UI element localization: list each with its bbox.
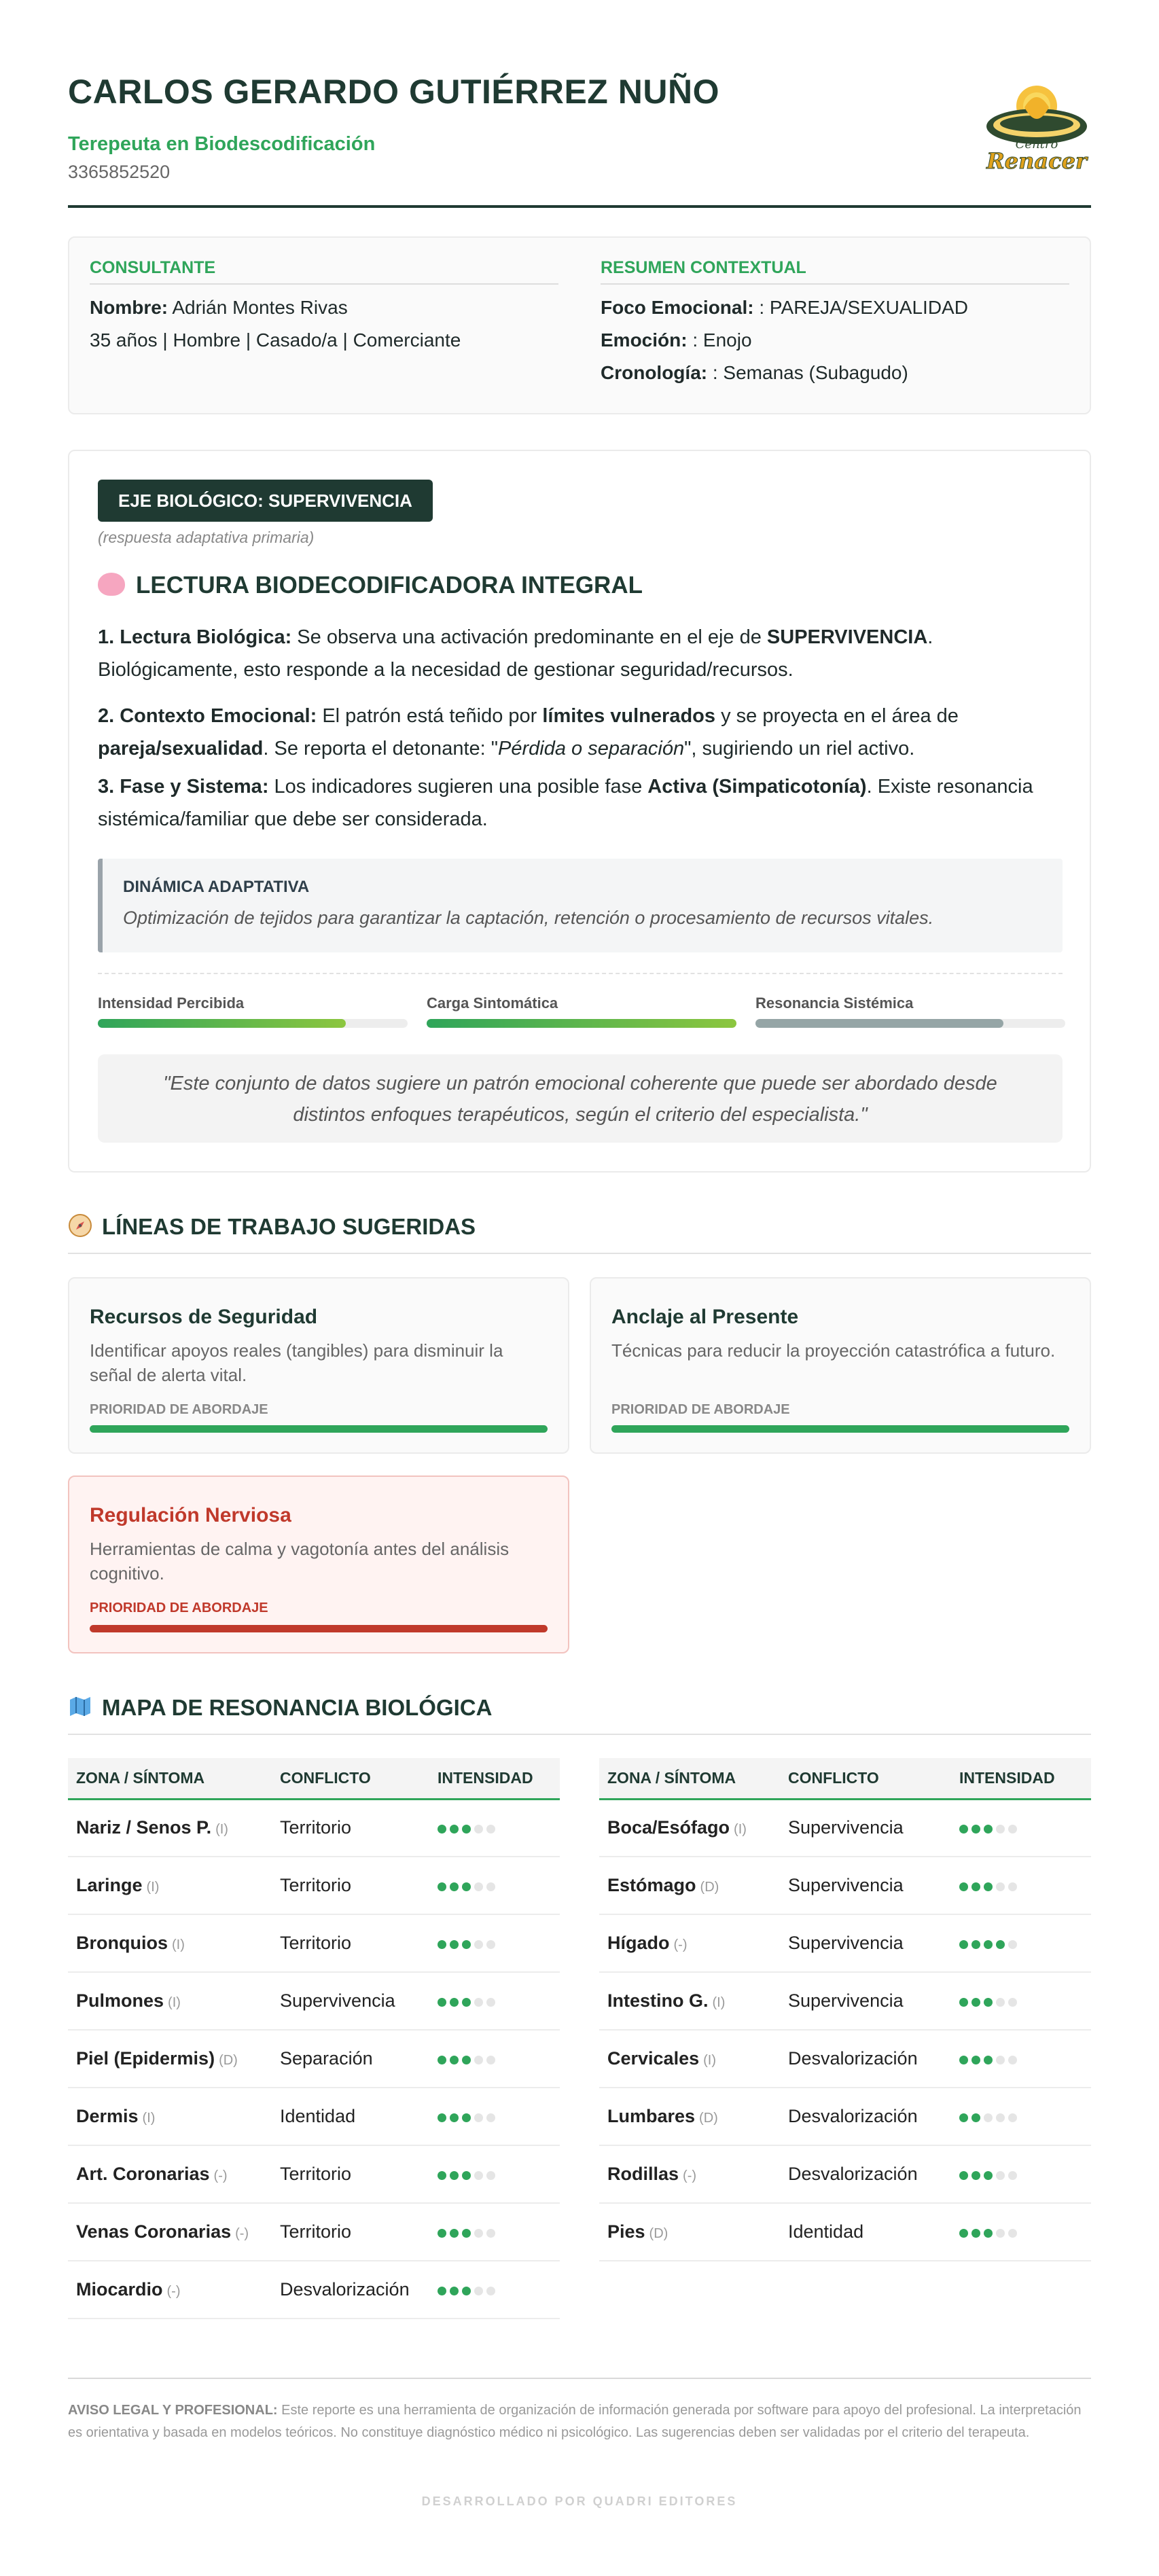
zone-name: Pies: [607, 2221, 645, 2242]
zone-side: (I): [215, 1822, 228, 1838]
intensity-dot: [984, 1940, 993, 1949]
intensity-cell: [951, 1857, 1091, 1914]
biological-axis-badge: EJE BIOLÓGICO: SUPERVIVENCIA: [98, 480, 433, 522]
meter-label: Intensidad Percibida: [98, 995, 245, 1012]
zone-side: (I): [703, 2053, 716, 2068]
p1-text-a: Se observa una activación predominante en el eje de: [291, 626, 767, 648]
p1-label: 1. Lectura Biológica:: [98, 626, 292, 648]
work-line-card: [68, 1277, 569, 1454]
zone-name: Estómago: [607, 1875, 696, 1895]
intensity-cell: [429, 2261, 560, 2319]
intensity-dot: [1008, 2229, 1017, 2238]
zone-name: Nariz / Senos P.: [76, 1817, 212, 1838]
p2-bold-1: límites vulnerados: [542, 705, 716, 727]
resonance-map-title: MAPA DE RESONANCIA BIOLÓGICA: [102, 1695, 493, 1720]
logo-text-top: Centro: [1015, 137, 1058, 151]
resonance-map-heading: [68, 1694, 1091, 1735]
intensity-dot: [438, 2171, 446, 2180]
zone-side: (-): [166, 2284, 181, 2299]
intensity-dot: [450, 2113, 459, 2122]
consultant-details: 35 años | Hombre | Casado/a | Comerciante: [90, 329, 461, 351]
chrono-row: [601, 357, 1069, 389]
intensity-dot: [450, 2171, 459, 2180]
zone-name: Venas Coronarias: [76, 2221, 232, 2242]
meter-systemic-resonance: [755, 995, 1065, 1028]
intensity-dot: [474, 2287, 483, 2295]
table-row: [599, 1799, 1091, 1857]
intensity-dot: [486, 1882, 495, 1891]
meter-symptom-load: [427, 995, 736, 1028]
therapist-role: Terepeuta en Biodescodificación: [68, 133, 376, 155]
p2-italic: Pérdida o separación: [498, 738, 685, 759]
intensity-dot: [959, 2171, 968, 2180]
intensity-dot: [959, 1998, 968, 2007]
intensity-dot: [984, 2056, 993, 2064]
zone-cell: [68, 2203, 272, 2261]
focus-value: : PAREJA/SEXUALIDAD: [753, 297, 968, 318]
intensity-dot: [971, 1940, 980, 1949]
consultant-heading: CONSULTANTE: [90, 258, 558, 285]
intensity-dot: [1008, 1940, 1017, 1949]
zone-name: Intestino G.: [607, 1990, 709, 2011]
intensity-dot: [959, 1882, 968, 1891]
col-zone: ZONA / SÍNTOMA: [599, 1758, 780, 1799]
chrono-label: Cronología:: [601, 362, 708, 383]
p2-bold-2: pareja/sexualidad: [98, 738, 264, 759]
zone-cell: [599, 2030, 780, 2088]
p1-bold: SUPERVIVENCIA: [766, 626, 928, 648]
col-intensity: INTENSIDAD: [951, 1758, 1091, 1799]
intensity-dot: [996, 2113, 1005, 2122]
zone-side: (D): [700, 1880, 719, 1895]
zone-cell: [599, 2088, 780, 2145]
intensity-dot: [450, 1882, 459, 1891]
name-value: Adrián Montes Rivas: [168, 297, 348, 318]
table-row: [68, 1799, 560, 1857]
intensity-dot: [996, 1825, 1005, 1833]
intensity-dot: [959, 2113, 968, 2122]
table-row: [68, 2261, 560, 2319]
compass-icon: [68, 1213, 92, 1238]
conflict-cell: Identidad: [272, 2088, 429, 2145]
therapist-phone: 3365852520: [68, 162, 171, 182]
zone-name: Boca/Esófago: [607, 1817, 730, 1838]
p2-text-d: ", sugiriendo un riel activo.: [684, 738, 915, 759]
meter-perceived-intensity: [98, 995, 408, 1028]
table-row: [68, 2030, 560, 2088]
conflict-cell: Supervivencia: [780, 1799, 951, 1857]
work-line-card: [590, 1277, 1091, 1454]
meter-fill: [755, 1019, 1003, 1028]
conflict-cell: Supervivencia: [780, 1914, 951, 1972]
intensity-dot: [474, 1940, 483, 1949]
p2-text-b: y se proyecta en el área de: [715, 705, 959, 727]
intensity-dot: [438, 2287, 446, 2295]
p2-label: 2. Contexto Emocional:: [98, 705, 317, 727]
priority-bar: [90, 1425, 548, 1433]
zone-side: (I): [734, 1822, 747, 1838]
work-line-title: Regulación Nerviosa: [90, 1504, 291, 1526]
conflict-cell: Territorio: [272, 1799, 429, 1857]
zone-name: Bronquios: [76, 1933, 168, 1953]
intensity-dot: [450, 1940, 459, 1949]
zone-name: Cervicales: [607, 2048, 700, 2069]
intensity-dot: [959, 2056, 968, 2064]
table-row: [68, 2203, 560, 2261]
zone-name: Pulmones: [76, 1990, 164, 2011]
name-label: Nombre:: [90, 297, 168, 318]
legal-label: AVISO LEGAL Y PROFESIONAL:: [68, 2403, 278, 2418]
table-row: [599, 2030, 1091, 2088]
intensity-dot: [438, 2056, 446, 2064]
intensity-dot: [462, 2229, 471, 2238]
map-icon: [68, 1694, 92, 1719]
emotion-value: : Enojo: [687, 329, 752, 351]
intensity-cell: [951, 2030, 1091, 2088]
zone-cell: [68, 1914, 272, 1972]
meter-label: Resonancia Sistémica: [755, 995, 914, 1012]
zone-side: (-): [235, 2226, 249, 2241]
legal-notice: [68, 2378, 1091, 2444]
meter-track: [98, 1019, 408, 1028]
intensity-dot: [971, 2229, 980, 2238]
zone-side: (D): [219, 2053, 238, 2068]
intensity-cell: [429, 2145, 560, 2203]
zone-name: Piel (Epidermis): [76, 2048, 215, 2069]
intensity-dot: [984, 2171, 993, 2180]
intensity-cell: [429, 1972, 560, 2030]
priority-bar: [611, 1425, 1069, 1433]
zone-cell: [68, 1799, 272, 1857]
consultant-card: [68, 236, 1091, 414]
p2-text-c: . Se reporta el detonante: ": [263, 738, 499, 759]
zone-side: (-): [213, 2168, 228, 2183]
zone-name: Rodillas: [607, 2164, 679, 2184]
intensity-dot: [971, 2113, 980, 2122]
adaptive-dynamic-title: DINÁMICA ADAPTATIVA: [123, 878, 310, 896]
p3-bold: Activa (Simpaticotonía): [647, 776, 867, 798]
work-lines-heading: [68, 1213, 1091, 1254]
table-row: [599, 1857, 1091, 1914]
intensity-dot: [1008, 2056, 1017, 2064]
intensity-cell: [429, 2203, 560, 2261]
intensity-dot: [450, 2229, 459, 2238]
zone-cell: [599, 2145, 780, 2203]
intensity-cell: [951, 1799, 1091, 1857]
intensity-dot: [996, 2056, 1005, 2064]
intensity-dot: [1008, 1882, 1017, 1891]
intensity-cell: [951, 1914, 1091, 1972]
intensity-dot: [996, 1998, 1005, 2007]
table-row: [599, 2088, 1091, 2145]
divider: [98, 973, 1063, 974]
intensity-cell: [951, 2145, 1091, 2203]
zone-side: (I): [172, 1937, 185, 1952]
col-intensity: INTENSIDAD: [429, 1758, 560, 1799]
intensity-dot: [462, 1998, 471, 2007]
zone-name: Miocardio: [76, 2279, 163, 2300]
intensity-cell: [951, 1972, 1091, 2030]
conflict-cell: Desvalorización: [780, 2030, 951, 2088]
resonance-table-right: [599, 1758, 1091, 2261]
work-lines-title: LÍNEAS DE TRABAJO SUGERIDAS: [102, 1214, 476, 1239]
emotion-row: [601, 324, 1069, 357]
conflict-cell: Separación: [272, 2030, 429, 2088]
table-header-row: [68, 1758, 560, 1799]
meter-fill: [98, 1019, 346, 1028]
table-header-row: [599, 1758, 1091, 1799]
conflict-cell: Identidad: [780, 2203, 951, 2261]
intensity-dot: [486, 2113, 495, 2122]
zone-name: Hígado: [607, 1933, 670, 1953]
reading-title-text: LECTURA BIODECODIFICADORA INTEGRAL: [136, 572, 643, 598]
conflict-cell: Territorio: [272, 1914, 429, 1972]
intensity-dot: [1008, 2113, 1017, 2122]
intensity-dot: [984, 2229, 993, 2238]
intensity-dot: [438, 1825, 446, 1833]
work-line-desc: Técnicas para reducir la proyección catastrófica a futuro.: [611, 1340, 1056, 1361]
biological-reading-paragraph: [98, 621, 1063, 686]
intensity-cell: [429, 2088, 560, 2145]
developer-credit: DESARROLLADO POR QUADRI EDITORES: [421, 2494, 738, 2508]
zone-cell: [68, 2088, 272, 2145]
priority-label: PRIORIDAD DE ABORDAJE: [611, 1402, 790, 1417]
conflict-cell: Desvalorización: [780, 2088, 951, 2145]
intensity-dot: [486, 1825, 495, 1833]
intensity-dot: [971, 2171, 980, 2180]
intensity-dot: [971, 2056, 980, 2064]
work-line-title: Anclaje al Presente: [611, 1306, 799, 1328]
intensity-dot: [984, 1998, 993, 2007]
zone-name: Art. Coronarias: [76, 2164, 210, 2184]
conflict-cell: Supervivencia: [272, 1972, 429, 2030]
intensity-dot: [486, 1998, 495, 2007]
adaptive-dynamic-text: Optimización de tejidos para garantizar la captación, retención o procesamiento de recursos vitales.: [123, 908, 934, 928]
brain-icon: [98, 573, 125, 596]
meter-label: Carga Sintomática: [427, 995, 558, 1012]
report-header: [68, 0, 1091, 208]
intensity-dot: [438, 1940, 446, 1949]
intensity-dot: [1008, 1998, 1017, 2007]
p3-text-b: . Existe resonancia sistémica/familiar que debe ser considerada.: [98, 776, 1033, 830]
zone-name: Dermis: [76, 2106, 139, 2126]
zone-cell: [599, 1914, 780, 1972]
disclaimer-quote: "Este conjunto de datos sugiere un patrón emocional coherente que puede ser abordado desde distintos enfoques terapéuticos, según el criterio del especialista.": [98, 1054, 1063, 1143]
intensity-dot: [959, 1940, 968, 1949]
zone-cell: [68, 2261, 272, 2319]
zone-name: Laringe: [76, 1875, 143, 1895]
analysis-card: [68, 450, 1091, 1173]
zone-cell: [68, 2030, 272, 2088]
conflict-cell: Desvalorización: [272, 2261, 429, 2319]
zone-cell: [68, 1972, 272, 2030]
table-row: [68, 1857, 560, 1914]
focus-row: [601, 291, 1069, 324]
p3-label: 3. Fase y Sistema:: [98, 776, 269, 798]
intensity-dot: [462, 1825, 471, 1833]
intensity-dot: [438, 2229, 446, 2238]
meter-track: [755, 1019, 1065, 1028]
intensity-dot: [450, 1998, 459, 2007]
focus-label: Foco Emocional:: [601, 297, 754, 318]
table-row: [599, 2145, 1091, 2203]
emotion-label: Emoción:: [601, 329, 688, 351]
intensity-dot: [486, 2287, 495, 2295]
intensity-dot: [996, 2229, 1005, 2238]
intensity-dot: [959, 2229, 968, 2238]
intensity-dot: [486, 2229, 495, 2238]
resonance-table-left: [68, 1758, 560, 2319]
intensity-cell: [429, 1799, 560, 1857]
table-row: [68, 1972, 560, 2030]
conflict-cell: Territorio: [272, 1857, 429, 1914]
intensity-dot: [486, 2171, 495, 2180]
intensity-dot: [984, 2113, 993, 2122]
p2-text-a: El patrón está teñido por: [317, 705, 543, 727]
conflict-cell: Supervivencia: [780, 1972, 951, 2030]
intensity-cell: [951, 2088, 1091, 2145]
zone-cell: [599, 1972, 780, 2030]
intensity-cell: [429, 1857, 560, 1914]
intensity-cell: [429, 2030, 560, 2088]
zone-side: (I): [142, 2111, 156, 2126]
intensity-dot: [462, 1882, 471, 1891]
intensity-dot: [474, 1825, 483, 1833]
priority-label: PRIORIDAD DE ABORDAJE: [90, 1402, 268, 1417]
col-conflict: CONFLICTO: [780, 1758, 951, 1799]
priority-label: PRIORIDAD DE ABORDAJE: [90, 1600, 268, 1615]
intensity-dot: [1008, 2171, 1017, 2180]
work-line-desc: Herramientas de calma y vagotonía antes del análisis cognitivo.: [90, 1539, 510, 1584]
zone-cell: [599, 1857, 780, 1914]
intensity-dot: [996, 2171, 1005, 2180]
intensity-dot: [450, 2056, 459, 2064]
consultant-name-row: [90, 291, 558, 324]
adaptive-dynamic-box: [98, 859, 1063, 952]
logo-text-bottom: Renacer: [986, 148, 1087, 174]
intensity-cell: [951, 2203, 1091, 2261]
conflict-cell: Supervivencia: [780, 1857, 951, 1914]
intensity-cell: [429, 1914, 560, 1972]
emotional-context-paragraph: [98, 700, 1063, 765]
zone-cell: [68, 1857, 272, 1914]
intensity-dot: [474, 2229, 483, 2238]
zone-side: (-): [673, 1937, 688, 1952]
conflict-cell: Desvalorización: [780, 2145, 951, 2203]
intensity-dot: [1008, 1825, 1017, 1833]
p3-text-a: Los indicadores sugieren una posible fase: [268, 776, 648, 798]
zone-name: Lumbares: [607, 2106, 696, 2126]
zone-side: (I): [168, 1995, 181, 2010]
intensity-dot: [474, 1998, 483, 2007]
legal-text: Este reporte es una herramienta de organización de información generada por software para apoyo del profesional. La interpretación es orientativa y basada en modelos teóricos. No constituye diagnóstico médico ni psicológico. Las sugerencias deben ser validadas por el criterio del terapeuta.: [68, 2403, 1082, 2440]
p1-text-b: . Biológicamente, esto responde a la necesidad de gestionar seguridad/recursos.: [98, 626, 933, 681]
table-row: [599, 2203, 1091, 2261]
meter-track: [427, 1019, 736, 1028]
therapist-name: CARLOS GERARDO GUTIÉRREZ NUÑO: [68, 73, 719, 111]
intensity-dot: [996, 1882, 1005, 1891]
zone-side: (D): [649, 2226, 668, 2241]
table-row: [68, 1914, 560, 1972]
intensity-dot: [462, 2113, 471, 2122]
phase-system-paragraph: [98, 770, 1063, 836]
table-row: [68, 2145, 560, 2203]
intensity-dot: [486, 2056, 495, 2064]
work-line-desc: Identificar apoyos reales (tangibles) para disminuir la señal de alerta vital.: [90, 1340, 503, 1385]
zone-cell: [599, 1799, 780, 1857]
work-line-title: Recursos de Seguridad: [90, 1306, 318, 1328]
priority-bar: [90, 1625, 548, 1632]
intensity-dot: [462, 2171, 471, 2180]
table-row: [68, 2088, 560, 2145]
conflict-cell: Territorio: [272, 2145, 429, 2203]
intensity-dot: [971, 1825, 980, 1833]
intensity-dot: [474, 2056, 483, 2064]
zone-cell: [599, 2203, 780, 2261]
table-row: [599, 1972, 1091, 2030]
zone-side: (D): [699, 2111, 718, 2126]
intensity-dot: [450, 1825, 459, 1833]
zone-side: (I): [712, 1995, 726, 2010]
intensity-dot: [984, 1825, 993, 1833]
axis-subtitle: (respuesta adaptativa primaria): [98, 529, 315, 546]
intensity-dot: [474, 1882, 483, 1891]
report-page: [68, 0, 1091, 2508]
intensity-dot: [474, 2113, 483, 2122]
conflict-cell: Territorio: [272, 2203, 429, 2261]
intensity-dot: [984, 1882, 993, 1891]
intensity-dot: [462, 2287, 471, 2295]
table-row: [599, 1914, 1091, 1972]
centro-renacer-logo: [982, 73, 1091, 182]
intensity-dot: [462, 1940, 471, 1949]
intensity-dot: [486, 1940, 495, 1949]
zone-side: (I): [146, 1880, 160, 1895]
zone-side: (-): [683, 2168, 697, 2183]
intensity-dot: [996, 1940, 1005, 1949]
intensity-dot: [438, 2113, 446, 2122]
intensity-dot: [462, 2056, 471, 2064]
col-conflict: CONFLICTO: [272, 1758, 429, 1799]
reading-title: [98, 572, 643, 599]
intensity-dot: [971, 1882, 980, 1891]
summary-column: [601, 258, 1069, 389]
intensity-dot: [438, 1998, 446, 2007]
zone-cell: [68, 2145, 272, 2203]
chrono-value: : Semanas (Subagudo): [707, 362, 908, 383]
intensity-dot: [971, 1998, 980, 2007]
col-zone: ZONA / SÍNTOMA: [68, 1758, 272, 1799]
intensity-dot: [438, 1882, 446, 1891]
work-line-card-alert: [68, 1475, 569, 1653]
intensity-dot: [959, 1825, 968, 1833]
consultant-column: [90, 258, 558, 357]
meter-fill: [427, 1019, 736, 1028]
summary-heading: RESUMEN CONTEXTUAL: [601, 258, 1069, 285]
intensity-dot: [474, 2171, 483, 2180]
intensity-dot: [450, 2287, 459, 2295]
